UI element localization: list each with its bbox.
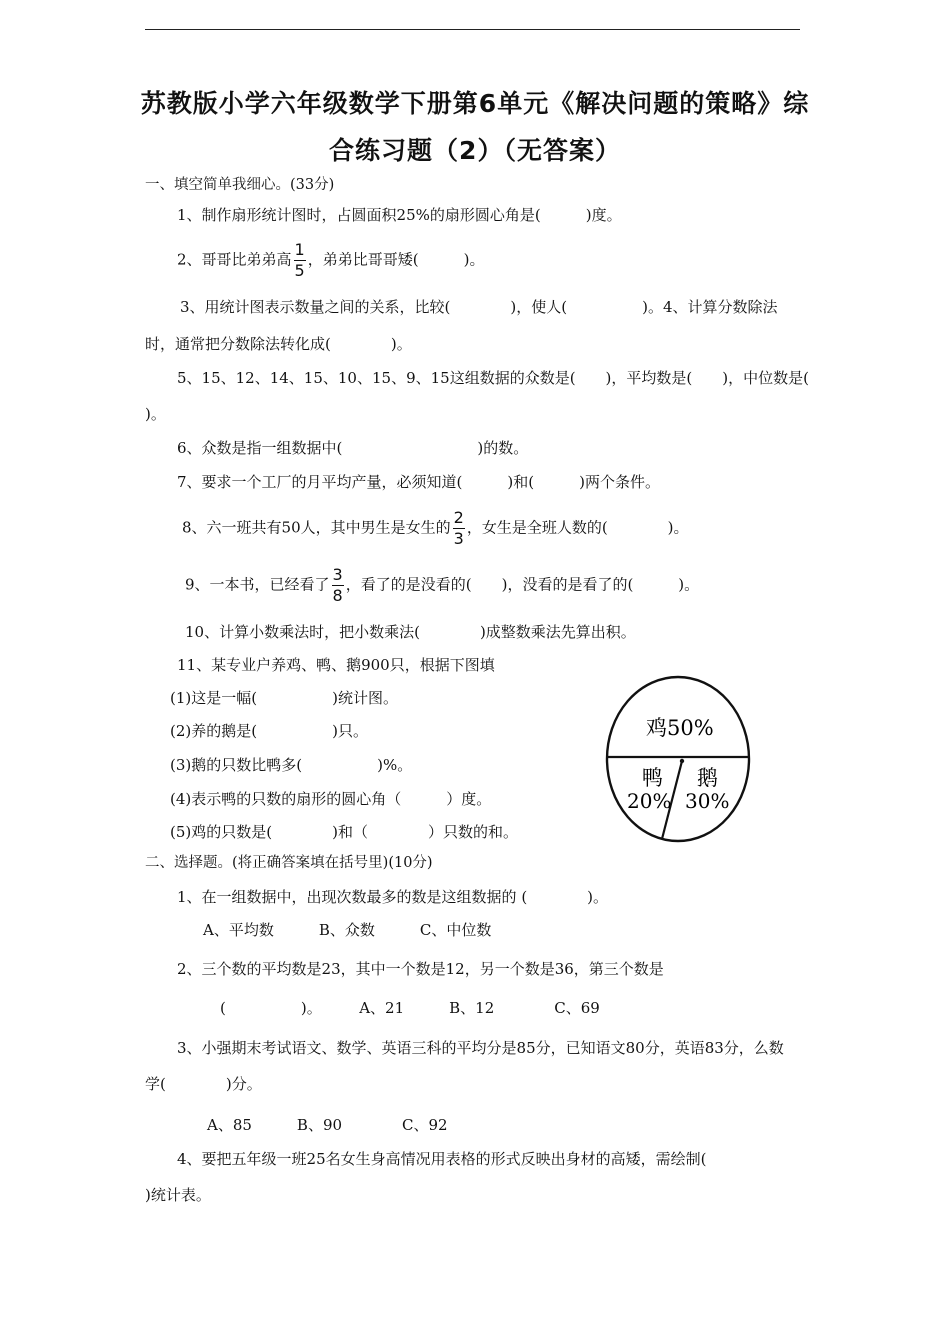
- question-1-9-text-after: ，看了的是没看的( )，没看的是看了的( )。: [345, 575, 700, 594]
- question-2-4-line-1: 4、要把五年级一班25名女生身高情况用表格的形式反映出身材的高矮，需绘制(: [177, 1150, 707, 1168]
- fraction-numerator: 2: [453, 508, 464, 527]
- fraction-denominator: 3: [453, 529, 464, 548]
- pie-label-chicken: 鸡50%: [646, 716, 714, 740]
- question-1-8-text-after: ，女生是全班人数的( )。: [466, 518, 689, 537]
- question-1-5-line-1: 5、15、12、14、15、10、15、9、15这组数据的众数是( )，平均数是( )，中位数是(: [177, 369, 809, 387]
- question-1-8-text-before: 8、六一班共有50人，其中男生是女生的: [182, 518, 451, 537]
- section1-heading: 一、填空简单我细心。(33分): [145, 177, 335, 193]
- fraction-numerator: 1: [294, 240, 305, 259]
- question-2-2-line-1: 2、三个数的平均数是23，其中一个数是12，另一个数是36，第三个数是: [177, 960, 664, 978]
- question-1-11-part-4: (4)表示鸭的只数的扇形的圆心角（ ）度。: [170, 790, 492, 808]
- question-2-3-line-1: 3、小强期末考试语文、数学、英语三科的平均分是85分，已知语文80分，英语83分，么数: [177, 1039, 784, 1057]
- question-2-3-options: A、85 B、90 C、92: [207, 1116, 448, 1134]
- pie-label-goose-percent: 30%: [685, 789, 730, 813]
- pie-label-duck-percent: 20%: [627, 789, 672, 813]
- pie-center: [680, 759, 684, 763]
- fraction-denominator: 5: [294, 261, 305, 280]
- fraction-denominator: 8: [332, 586, 343, 605]
- pie-label-goose-name: 鹅: [697, 766, 718, 790]
- question-1-11-part-1: (1)这是一幅( )统计图。: [170, 689, 398, 707]
- question-1-11: 11、某专业户养鸡、鸭、鹅900只，根据下图填: [177, 656, 495, 674]
- question-1-8: [182, 508, 689, 549]
- question-1-11-part-5: (5)鸡的只数是( )和（ ）只数的和。: [170, 823, 518, 841]
- pie-chart: [600, 672, 760, 847]
- section2-heading: 二、选择题。(将正确答案填在括号里)(10分): [145, 855, 433, 871]
- question-2-3-line-2: 学( )分。: [145, 1075, 262, 1093]
- question-1-9-text-before: 9、一本书，已经看了: [185, 575, 330, 594]
- question-1-2-text-after: ，弟弟比哥哥矮( )。: [307, 250, 485, 269]
- question-1-2-text-before: 2、哥哥比弟弟高: [177, 250, 292, 269]
- page-title-line-1: 苏教版小学六年级数学下册第6单元《解决问题的策略》综: [140, 89, 810, 118]
- question-2-2-line-2: ( )。 A、21 B、12 C、69: [220, 999, 600, 1017]
- question-1-11-part-2: (2)养的鹅是( )只。: [170, 722, 368, 740]
- question-1-3-line-2: 时，通常把分数除法转化成( )。: [145, 335, 412, 353]
- question-1-2: [177, 240, 484, 281]
- question-1-1: 1、制作扇形统计图时，占圆面积25%的扇形圆心角是( )度。: [177, 206, 622, 224]
- header-rule: [145, 29, 800, 30]
- question-1-11-part-3: (3)鹅的只数比鸭多( )%。: [170, 756, 413, 774]
- question-2-1: 1、在一组数据中，出现次数最多的数是这组数据的 ( )。: [177, 888, 609, 906]
- question-1-3-line-1: 3、用统计图表示数量之间的关系，比较( )，使人( )。4、计算分数除法: [180, 298, 778, 316]
- pie-outline: [607, 677, 749, 841]
- fraction-two-thirds: [453, 508, 465, 549]
- fraction-numerator: 3: [332, 565, 343, 584]
- question-1-6: 6、众数是指一组数据中( )的数。: [177, 439, 529, 457]
- pie-label-duck-name: 鸭: [642, 766, 663, 790]
- fraction-one-fifth: [294, 240, 306, 281]
- fraction-three-eighths: [332, 565, 344, 606]
- question-1-7: 7、要求一个工厂的月平均产量，必须知道( )和( )两个条件。: [177, 473, 660, 491]
- question-2-1-options: A、平均数 B、众数 C、中位数: [203, 921, 492, 939]
- question-1-9: [185, 565, 699, 606]
- page-title-line-2: 合练习题（2）（无答案）: [329, 136, 621, 165]
- question-1-10: 10、计算小数乘法时，把小数乘法( )成整数乘法先算出积。: [185, 623, 636, 641]
- question-1-5-line-2: )。: [145, 405, 166, 423]
- question-2-4-line-2: )统计表。: [145, 1186, 211, 1204]
